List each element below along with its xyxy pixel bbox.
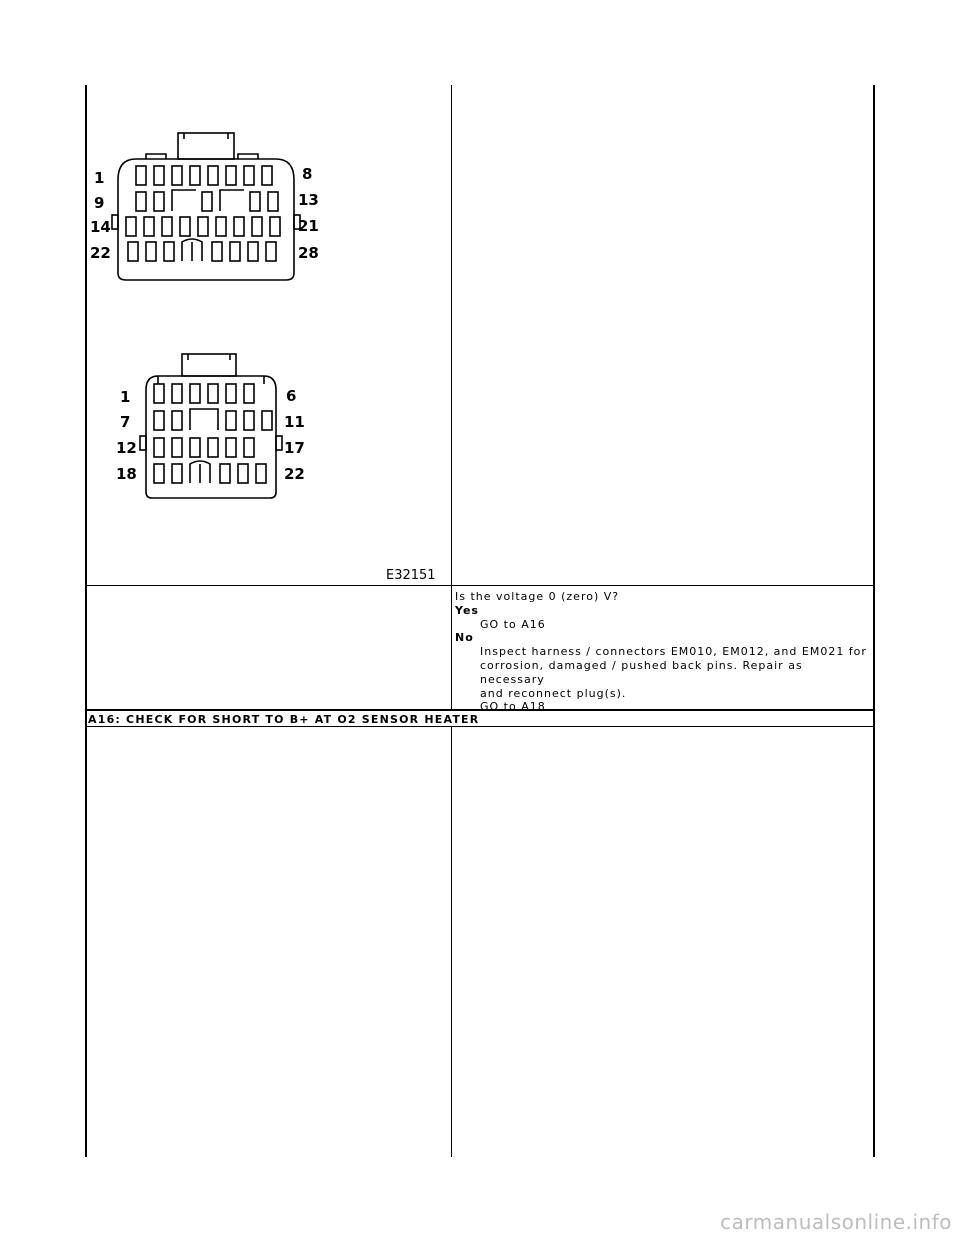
pin-label: 1 (120, 388, 131, 406)
pin-row-3 (154, 438, 254, 457)
pin-row-4 (128, 239, 276, 261)
pin-label: 17 (284, 439, 305, 457)
pin-label: 22 (284, 465, 305, 483)
result-cell (455, 590, 869, 714)
table-right-border (873, 85, 875, 1157)
pin-row-2 (154, 409, 272, 430)
no-instruction-line: and reconnect plug(s). (480, 686, 627, 700)
figure-id: E32151 (386, 568, 436, 583)
pin-row-1 (136, 166, 272, 185)
pin-row-3 (126, 217, 280, 236)
step-title: A16: CHECK FOR SHORT TO B+ AT O2 SENSOR HEATER (88, 713, 480, 726)
pin-label: 18 (116, 465, 137, 483)
row-divider-3 (85, 726, 875, 727)
no-instruction-line: Inspect harness / connectors EM010, EM012, and EM021 for (480, 645, 867, 659)
pin-label: 8 (302, 165, 313, 183)
yes-label: Yes (455, 603, 479, 617)
pin-label: 9 (94, 194, 105, 212)
pin-label: 12 (116, 439, 137, 457)
question: Is the voltage 0 (zero) V? (455, 590, 620, 603)
pin-label: 1 (94, 169, 105, 187)
pin-row-2 (136, 190, 278, 211)
pin-label: 6 (286, 387, 297, 405)
pin-row-4 (154, 461, 266, 483)
pin-label: 11 (284, 413, 305, 431)
pin-row-1 (154, 384, 254, 403)
table-left-border (85, 85, 87, 1157)
connector-figure (88, 90, 448, 586)
column-divider-top (451, 85, 452, 711)
no-label: No (455, 631, 474, 645)
pin-label: 13 (298, 191, 319, 209)
yes-action: GO to A16 (480, 617, 546, 631)
pin-label: 22 (90, 244, 111, 262)
connector-22-pin (140, 354, 282, 498)
pin-label: 28 (298, 244, 319, 262)
pin-label: 21 (298, 217, 319, 235)
watermark: carmanualsonline.info (720, 1210, 952, 1234)
no-instruction-line: corrosion, damaged / pushed back pins. Repair as necessary (480, 658, 803, 686)
column-divider-bottom (451, 727, 452, 1157)
connector-28-pin (112, 133, 300, 280)
connector-diagram (88, 90, 448, 586)
pin-label: 14 (90, 218, 111, 236)
pin-label: 7 (120, 413, 131, 431)
no-action: GO to A18 (480, 700, 546, 714)
